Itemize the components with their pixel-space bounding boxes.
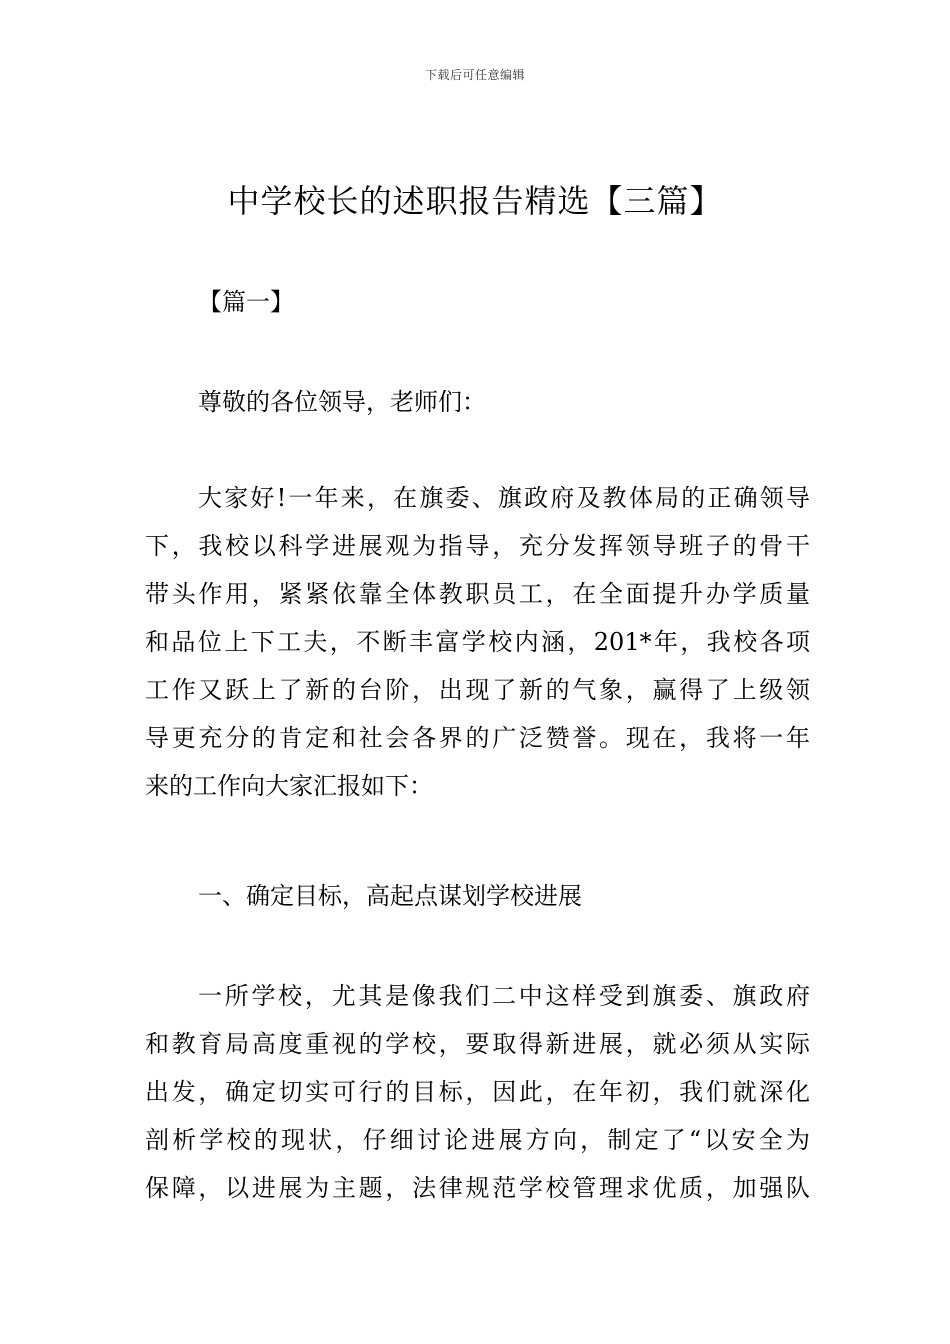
paragraph-line: 下，我校以科学进展观为指导，充分发挥领导班子的骨干 bbox=[145, 532, 810, 560]
paragraph-line: 剖析学校的现状，仔细讨论进展方向，制定了“以安全为 bbox=[145, 1126, 810, 1154]
header-note: 下载后可任意编辑 bbox=[424, 68, 525, 82]
paragraph-2 bbox=[145, 972, 810, 1212]
document-title: 中学校长的述职报告精选【三篇】 bbox=[227, 182, 723, 220]
paragraph-line: 带头作用，紧紧依靠全体教职员工，在全面提升办学质量 bbox=[145, 580, 810, 608]
paragraph-line: 工作又跃上了新的台阶，出现了新的气象，赢得了上级领 bbox=[145, 676, 810, 704]
paragraph-line: 出发，确定切实可行的目标，因此，在年初，我们就深化 bbox=[145, 1078, 810, 1106]
section-label: 【篇一】 bbox=[198, 288, 294, 316]
paragraph-line: 大家好!一年来，在旗委、旗政府及教体局的正确领导 bbox=[198, 484, 810, 512]
paragraph-line: 和品位上下工夫，不断丰富学校内涵，201*年，我校各项 bbox=[145, 628, 810, 656]
paragraph-line: 一所学校，尤其是像我们二中这样受到旗委、旗政府 bbox=[198, 982, 810, 1010]
greeting: 尊敬的各位领导，老师们： bbox=[198, 388, 486, 416]
paragraph-line: 保障，以进展为主题，法律规范学校管理求优质，加强队 bbox=[145, 1174, 810, 1202]
section-heading: 一、确定目标，高起点谋划学校进展 bbox=[198, 882, 582, 910]
paragraph-line: 来的工作向大家汇报如下： bbox=[145, 772, 433, 800]
paragraph-line: 和教育局高度重视的学校，要取得新进展，就必须从实际 bbox=[145, 1030, 810, 1058]
paragraph-line: 导更充分的肯定和社会各界的广泛赞誉。现在，我将一年 bbox=[145, 724, 810, 752]
paragraph-1 bbox=[145, 474, 810, 810]
